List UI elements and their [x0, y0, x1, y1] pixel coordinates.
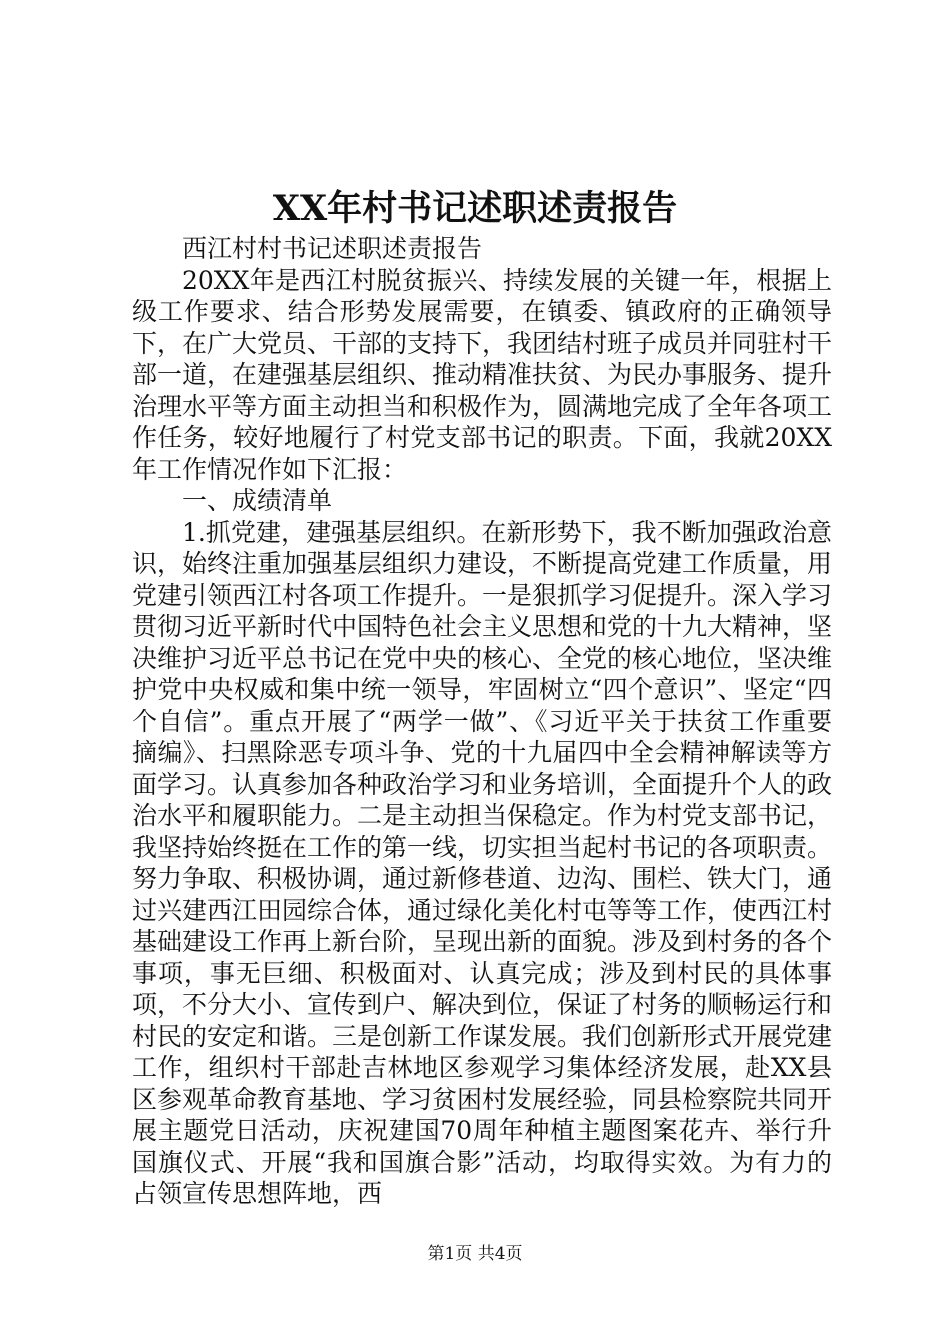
- intro-paragraph: 20XX年是西江村脱贫振兴、持续发展的关键一年，根据上级工作要求、结合形势发展需要，在镇委、镇政府的正确领导下，在广大党员、干部的支持下，我团结村班子成员并同驻村干部一道，在建强基层组织、推动精准扶贫、为民办事服务、提升治理水平等方面主动担当和积极作为，圆满地完成了全年各项工作任务，较好地履行了村党支部书记的职责。下面，我就20XX年工作情况作如下汇报：: [132, 265, 833, 484]
- document-title: XX年村书记述职述责报告: [272, 188, 678, 229]
- subtitle-paragraph: 西江村村书记述职述责报告: [182, 234, 483, 263]
- page-number-footer: 第1页 共4页: [427, 1244, 523, 1264]
- section-heading: 一、成绩清单: [182, 486, 333, 515]
- document-body: [132, 233, 832, 1210]
- body-paragraph: 1.抓党建，建强基层组织。在新形势下，我不断加强政治意识，始终注重加强基层组织力建设，不断提高党建工作质量，用党建引领西江村各项工作提升。一是狠抓学习促提升。深入学习贯彻习近平新时代中国特色社会主义思想和党的十九大精神，坚决维护习近平总书记在党中央的核心、全党的核心地位，坚决维护党中央权威和集中统一领导，牢固树立“四个意识”、坚定“四个自信”。重点开展了“两学一做”、《习近平关于扶贫工作重要摘编》、扫黑除恶专项斗争、党的十九届四中全会精神解读等方面学习。认真参加各种政治学习和业务培训，全面提升个人的政治水平和履职能力。二是主动担当保稳定。作为村党支部书记，我坚持始终挺在工作的第一线，切实担当起村书记的各项职责。努力争取、积极协调，通过新修巷道、边沟、围栏、铁大门，通过兴建西江田园综合体，通过绿化美化村屯等等工作，使西江村基础建设工作再上新台阶，呈现出新的面貌。涉及到村务的各个事项，事无巨细、积极面对、认真完成；涉及到村民的具体事项，不分大小、宣传到户、解决到位，保证了村务的顺畅运行和村民的安定和谐。三是创新工作谋发展。我们创新形式开展党建工作，组织村干部赴吉林地区参观学习集体经济发展，赴XX县区参观革命教育基地、学习贫困村发展经验，同县检察院共同开展主题党日活动，庆祝建国70周年种植主题图案花卉、举行升国旗仪式、开展“我和国旗合影”活动，均取得实效。为有力的占领宣传思想阵地，西: [132, 517, 833, 1208]
